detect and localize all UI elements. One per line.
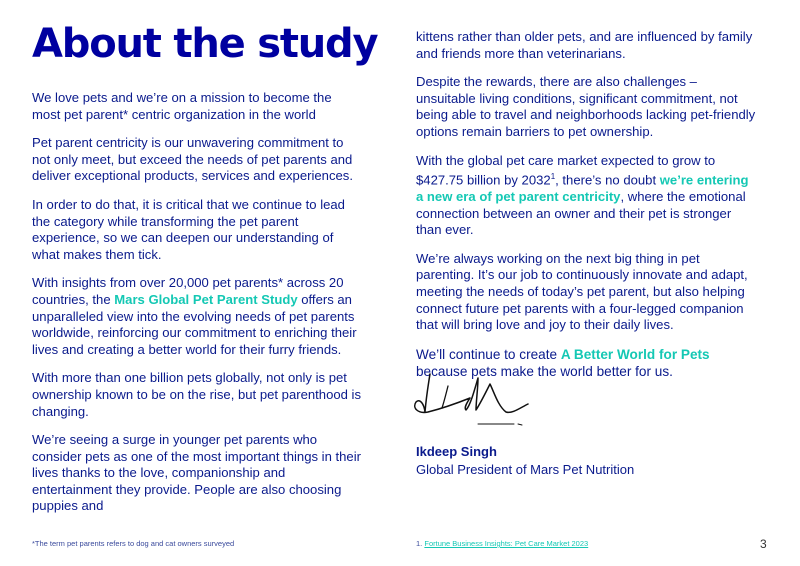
better-world-highlight: A Better World for Pets — [560, 346, 710, 362]
study-text-before: With insights from over 20,000 pet parents* across 20 countries, the — [32, 275, 344, 307]
better-world-text-before: We’ll continue to create — [416, 346, 561, 362]
new-era-highlight: we’re entering a new era of pet parent centricity — [416, 172, 749, 205]
footnote-number: 1. — [416, 539, 423, 548]
source-link[interactable]: Fortune Business Insights: Pet Care Market 2023 — [424, 539, 589, 548]
left-column — [32, 90, 362, 527]
market-paragraph — [416, 153, 756, 239]
handwritten-signature — [404, 362, 544, 434]
younger-parents-paragraph: We’re seeing a surge in younger pet parents who consider pets as one of the most important things in their lives thanks to the love, companionship and entertainment they provide. People are also choosing puppies and — [32, 432, 361, 514]
study-text-after: offers an unparalleled view into the evolving needs of pet parents worldwide, reinforcing our commitment to enriching their lives and creating a better world for their furry friends. — [32, 291, 357, 357]
page-number: 3 — [760, 537, 767, 551]
market-text-after: , where the emotional connection between an owner and their pet is stronger than ever. — [416, 189, 746, 238]
pets-globally-paragraph: With more than one billion pets globally, not only is pet ownership known to be on the rise, but pet parenthood is changing. — [32, 370, 362, 419]
study-paragraph — [32, 275, 362, 358]
signer-title: Global President of Mars Pet Nutrition — [416, 462, 635, 477]
footnote-marker: 1 — [550, 172, 556, 182]
innovation-paragraph: We’re always working on the next big thing in pet parenting. It’s our job to continuously innovate and adapt, meeting the needs of today’s pet parent, but also helping connect future pet parents with a four-legged companion that will bring love and joy to their daily lives. — [416, 250, 748, 333]
signature-image — [404, 362, 544, 434]
study-name-highlight: Mars Global Pet Parent Study — [114, 291, 298, 307]
market-text-before: With the global pet care market expected to grow to $427.75 billion by 2032 — [416, 152, 716, 188]
better-world-text-after: because pets make the world better for us. — [416, 363, 673, 379]
page-title: About the study — [32, 21, 378, 67]
signer-name: Ikdeep Singh — [416, 444, 497, 459]
challenges-paragraph: Despite the rewards, there are also challenges – unsuitable living conditions, significant commitment, not being able to travel and neighborhoods lacking pet-friendly options remain barriers to pet ownership. — [416, 74, 756, 139]
market-text-middle: , there’s no doubt — [555, 172, 660, 188]
kittens-paragraph: kittens rather than older pets, and are influenced by family and friends more than veterinarians. — [416, 29, 753, 61]
pet-parent-footnote: *The term pet parents refers to dog and cat owners surveyed — [32, 539, 235, 548]
category-paragraph: In order to do that, it is critical that we continue to lead the category while transforming the pet parent experience, so we can deepen our understanding of what makes them tick. — [32, 196, 345, 262]
centricity-paragraph: Pet parent centricity is our unwavering commitment to not only meet, but exceed the needs of pet parents and deliver exceptional products, services and experiences. — [32, 135, 353, 184]
right-column — [416, 29, 756, 392]
source-footnote — [416, 539, 588, 548]
intro-paragraph: We love pets and we’re on a mission to become the most pet parent* centric organization in the world — [32, 90, 332, 122]
